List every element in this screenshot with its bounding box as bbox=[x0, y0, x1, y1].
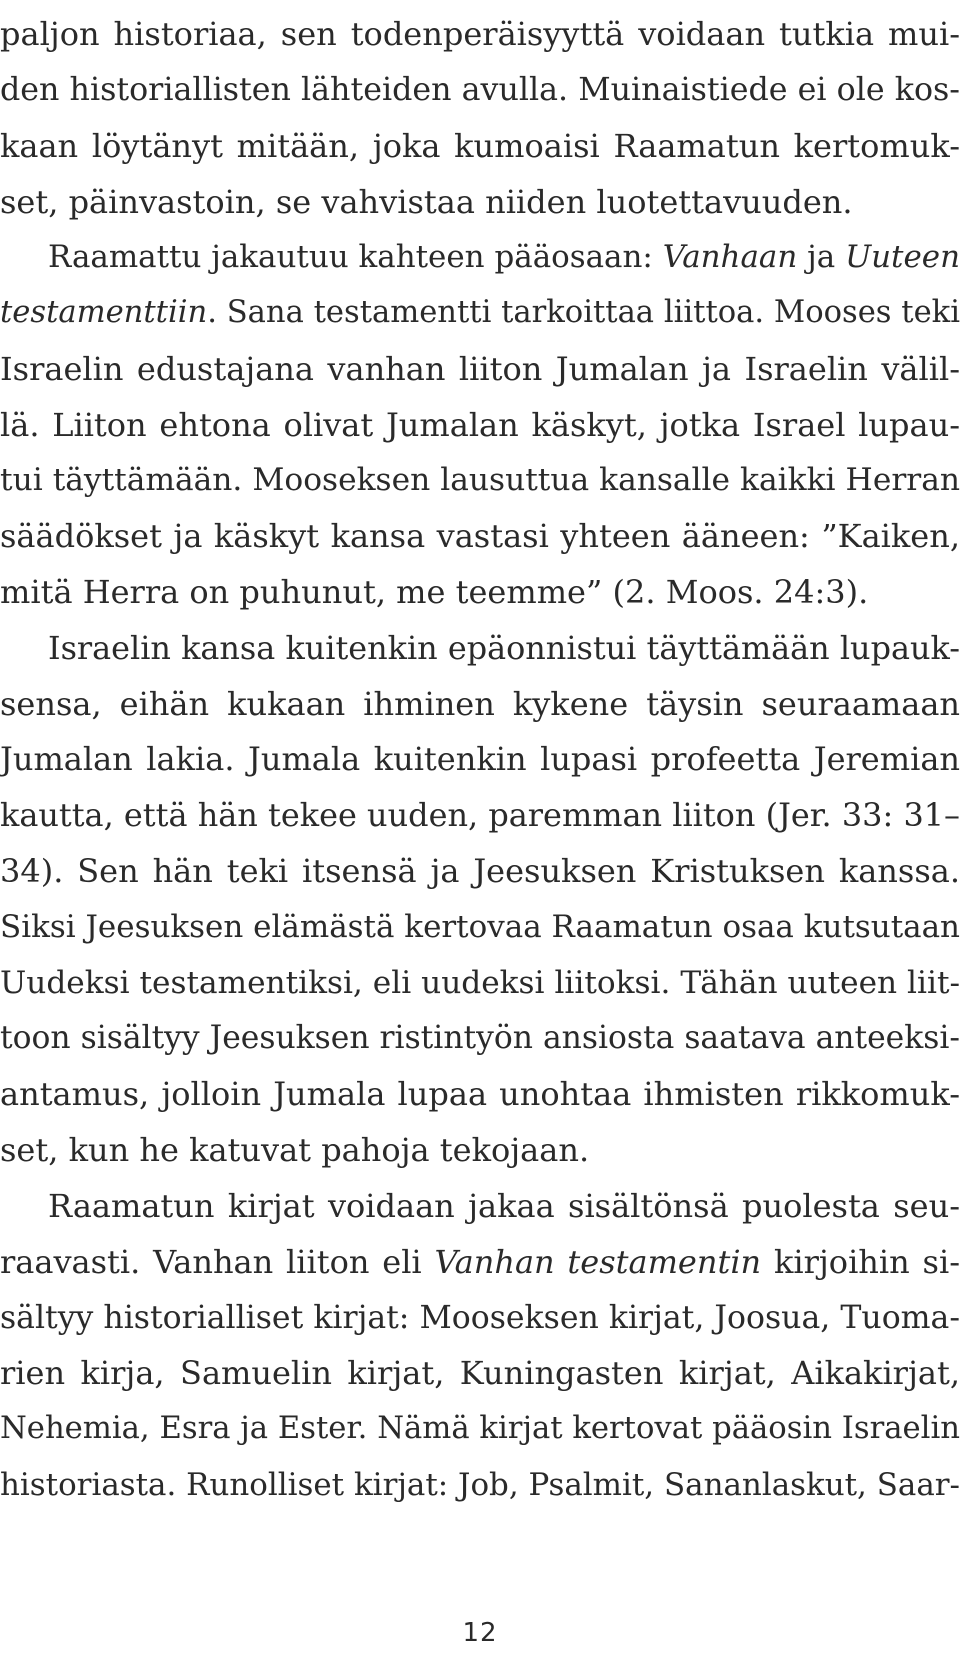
text-line bbox=[0, 174, 960, 230]
text-segment: set, kun he katuvat pahoja tekojaan. bbox=[0, 1131, 590, 1169]
text-line bbox=[0, 1457, 960, 1513]
italic-text: testamenttiin bbox=[0, 295, 208, 330]
text-segment: kirjoihin si- bbox=[761, 1243, 960, 1281]
text-line bbox=[0, 341, 960, 397]
text-line bbox=[0, 843, 960, 899]
text-line bbox=[0, 1010, 960, 1066]
text-segment: antamus, jolloin Jumala lupaa unohtaa ihmisten rikkomuk- bbox=[0, 1075, 960, 1113]
text-segment: sensa, eihän kukaan ihminen kykene täysin seuraamaan bbox=[0, 685, 960, 723]
text-segment: toon sisältyy Jeesuksen ristintyön ansiosta saatava anteeksi- bbox=[0, 1020, 960, 1056]
text-segment: paljon historiaa, sen todenperäisyyttä voidaan tutkia mui- bbox=[0, 15, 960, 53]
text-segment: Israelin kansa kuitenkin epäonnistui täyttämään lupauk- bbox=[48, 629, 960, 667]
text-segment: sältyy historialliset kirjat: Mooseksen kirjat, Joosua, Tuoma- bbox=[0, 1300, 960, 1336]
text-line bbox=[0, 118, 960, 174]
text-line bbox=[0, 1234, 960, 1290]
text-line bbox=[0, 6, 960, 62]
text-segment: tui täyttämään. Mooseksen lausuttua kansalle kaikki Herran bbox=[0, 462, 960, 498]
text-line bbox=[0, 1401, 960, 1457]
text-line bbox=[0, 1122, 960, 1178]
text-segment: 34). Sen hän teki itsensä ja Jeesuksen Kristuksen kanssa. bbox=[0, 852, 960, 890]
text-segment: . Sana testamentti tarkoittaa liittoa. Mooses teki bbox=[207, 295, 960, 330]
text-segment: säädökset ja käskyt kansa vastasi yhteen ääneen: ”Kaiken, bbox=[0, 517, 960, 555]
text-line bbox=[0, 676, 960, 732]
text-line bbox=[0, 899, 960, 955]
text-segment: Jumalan lakia. Jumala kuitenkin lupasi profeetta Jeremian bbox=[0, 740, 960, 778]
text-line bbox=[0, 1178, 960, 1234]
text-line bbox=[0, 397, 960, 453]
text-line bbox=[0, 955, 960, 1011]
text-segment: Raamattu jakautuu kahteen pääosaan: bbox=[48, 239, 663, 275]
text-segment: historiasta. Runolliset kirjat: Job, Psalmit, Sananlaskut, Saar- bbox=[0, 1467, 960, 1503]
text-line bbox=[0, 1345, 960, 1401]
text-segment: Siksi Jeesuksen elämästä kertovaa Raamatun osaa kutsutaan bbox=[0, 909, 960, 945]
text-segment: rien kirja, Samuelin kirjat, Kuningasten kirjat, Aikakirjat, bbox=[0, 1354, 960, 1392]
text-line bbox=[0, 1290, 960, 1346]
text-line bbox=[0, 452, 960, 508]
text-segment: Israelin edustajana vanhan liiton Jumalan ja Israelin välil- bbox=[0, 350, 960, 388]
page-number: 12 bbox=[462, 1618, 498, 1648]
text-line bbox=[0, 1066, 960, 1122]
text-line bbox=[0, 62, 960, 118]
text-segment: lä. Liiton ehtona olivat Jumalan käskyt, jotka Israel lupau- bbox=[0, 406, 960, 444]
text-segment: kaan löytänyt mitään, joka kumoaisi Raamatun kertomuk- bbox=[0, 127, 960, 165]
text-line bbox=[0, 787, 960, 843]
text-segment: Raamatun kirjat voidaan jakaa sisältönsä puolesta seu- bbox=[48, 1187, 960, 1225]
text-segment: Uudeksi testamentiksi, eli uudeksi liitoksi. Tähän uuteen liit- bbox=[0, 965, 960, 1001]
italic-text: Vanhan testamentin bbox=[434, 1243, 762, 1281]
text-line bbox=[0, 229, 960, 285]
text-line bbox=[0, 508, 960, 564]
text-line bbox=[0, 564, 960, 620]
text-line bbox=[0, 731, 960, 787]
text-segment: den historiallisten lähteiden avulla. Muinaistiede ei ole kos- bbox=[0, 72, 960, 108]
italic-text: Uuteen bbox=[845, 239, 960, 275]
text-line bbox=[0, 620, 960, 676]
text-segment: set, päinvastoin, se vahvistaa niiden luotettavuuden. bbox=[0, 183, 853, 221]
text-segment: kautta, että hän tekee uuden, paremman liiton (Jer. 33: 31– bbox=[0, 796, 960, 834]
text-segment: raavasti. Vanhan liiton eli bbox=[0, 1243, 435, 1281]
text-segment: mitä Herra on puhunut, me teemme” (2. Moos. 24:3). bbox=[0, 573, 869, 611]
italic-text: Vanhaan bbox=[662, 239, 798, 275]
text-segment: ja bbox=[797, 239, 846, 275]
text-segment: Nehemia, Esra ja Ester. Nämä kirjat kertovat pääosin Israelin bbox=[0, 1411, 960, 1446]
text-line bbox=[0, 285, 960, 341]
